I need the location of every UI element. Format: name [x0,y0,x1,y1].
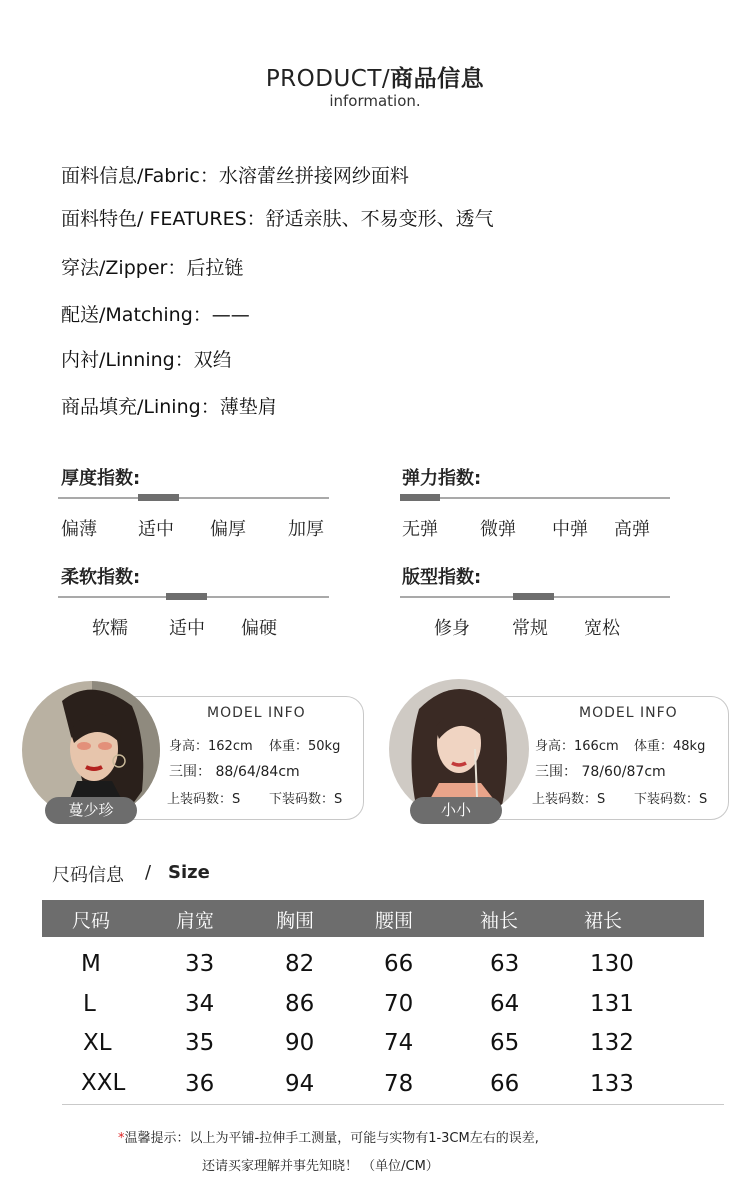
info-zipper: 穿法/Zipper：后拉链 [61,257,244,279]
size-table-divider [62,1104,724,1105]
size-table-cell: 86 [285,991,315,1017]
info-fabric: 面料信息/Fabric：水溶蕾丝拼接网纱面料 [61,165,409,187]
size-table-cell: 133 [590,1071,634,1097]
info-features: 面料特色/ FEATURES：舒适亲肤、不易变形、透气 [61,208,494,230]
page-title [0,60,750,93]
size-table-cell: 34 [185,991,215,1017]
size-table-cell: 82 [285,951,315,977]
elasticity-option: 中弹 [552,519,588,540]
size-table-cell: 63 [490,951,520,977]
thickness-option: 加厚 [288,519,324,540]
size-table-cell: L [83,991,96,1017]
fit-option: 宽松 [584,618,620,639]
size-table-cell: 65 [490,1030,520,1056]
softness-index-marker [166,593,207,600]
size-section-title-cn: 尺码信息 [52,865,124,886]
thickness-index-track [58,497,329,499]
elasticity-index-title: 弹力指数: [402,468,482,489]
measurement-note-line-1 [118,1127,539,1146]
info-matching: 配送/Matching：—— [61,304,250,326]
size-table-header-cell: 尺码 [72,910,111,932]
thickness-option: 偏厚 [210,519,246,540]
size-table-header-cell: 袖长 [480,910,519,932]
model-2-bottom-size: 下装码数：S [634,792,708,807]
info-lining: 商品填充/Lining：薄垫肩 [61,396,277,418]
thickness-index-marker [138,494,179,501]
softness-option: 软糯 [92,618,128,639]
elasticity-option: 微弹 [480,519,516,540]
thickness-option: 偏薄 [61,519,97,540]
fit-index-marker [513,593,554,600]
size-table-cell: 35 [185,1030,215,1056]
size-table-header-cell: 胸围 [276,910,315,932]
model-2-info-heading: MODEL INFO [579,705,678,721]
size-table-header-cell: 肩宽 [176,910,215,932]
size-table-cell: XXL [81,1070,126,1096]
model-2-measurements: 三围： 78/60/87cm [535,764,666,780]
size-table-cell: 131 [590,991,634,1017]
measurement-note-line-2: 还请买家理解并事先知晓！ （单位/CM） [202,1159,439,1174]
size-table-cell: 132 [590,1030,634,1056]
size-table-cell: 94 [285,1071,315,1097]
size-section-separator: / [145,862,152,883]
model-1-info-heading: MODEL INFO [207,705,306,721]
size-table-cell: 36 [185,1071,215,1097]
softness-index-title: 柔软指数: [61,567,141,588]
size-table-cell: M [81,951,101,977]
size-table-cell: 90 [285,1030,315,1056]
fit-option: 修身 [434,618,470,639]
size-table-cell: 74 [384,1030,414,1056]
size-table-cell: 64 [490,991,520,1017]
size-table-cell: 70 [384,991,414,1017]
model-1-measurements: 三围： 88/64/84cm [169,764,300,780]
elasticity-option: 无弹 [402,519,438,540]
model-1-top-size: 上装码数：S [167,792,241,807]
size-table-cell: 33 [185,951,215,977]
size-table-cell: 130 [590,951,634,977]
elasticity-option: 高弹 [614,519,650,540]
note-text-1: 温馨提示：以上为平铺-拉伸手工测量，可能与实物有1-3CM左右的误差, [124,1131,539,1146]
model-2-top-size: 上装码数：S [532,792,606,807]
size-section-title-en: Size [168,862,210,883]
elasticity-index-marker [400,494,440,501]
model-2-height: 身高：166cm [535,739,619,754]
model-1-height: 身高：162cm [169,739,253,754]
model-1-name: 蔓少珍 [45,797,137,824]
softness-option: 适中 [169,618,205,639]
fit-index-title: 版型指数: [402,567,482,588]
model-2-name: 小小 [410,797,502,824]
page-subtitle: information. [329,92,421,110]
size-table-cell: XL [83,1030,112,1056]
note-star: * [118,1131,125,1146]
size-table-header-cell: 腰围 [375,910,414,932]
size-table-cell: 66 [384,951,414,977]
size-table-cell: 66 [490,1071,520,1097]
info-linning: 内衬/Linning：双绉 [61,349,232,371]
model-1-bottom-size: 下装码数：S [269,792,343,807]
page-title-cn: 商品信息 [390,66,485,92]
fit-option: 常规 [512,618,548,639]
page-title-en: PRODUCT/ [265,66,391,92]
size-table-cell: 78 [384,1071,414,1097]
thickness-option: 适中 [138,519,174,540]
softness-option: 偏硬 [241,618,277,639]
model-1-weight: 体重：50kg [269,739,341,754]
size-table-header-cell: 裙长 [584,910,623,932]
model-2-weight: 体重：48kg [634,739,706,754]
elasticity-index-track [400,497,670,499]
thickness-index-title: 厚度指数: [61,468,141,489]
